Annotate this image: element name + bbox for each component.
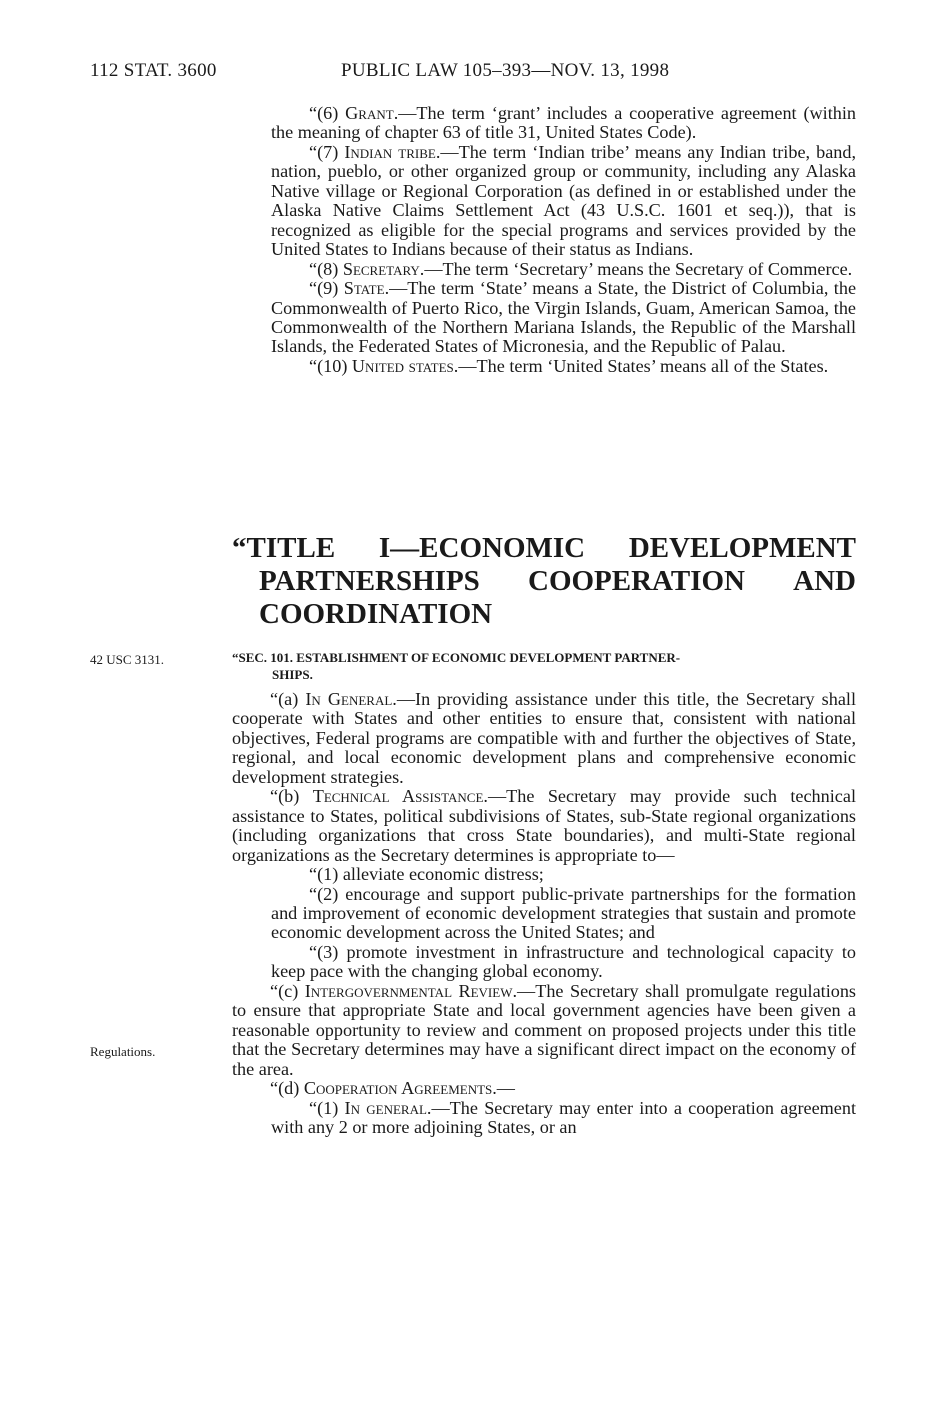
- page-reference: 112 STAT. 3600: [90, 60, 217, 81]
- definition-secretary: “(8) Secretary.—The term ‘Secretary’ means the Secretary of Commerce.: [309, 258, 853, 279]
- definitions-block: [271, 104, 856, 376]
- paragraph-d1: “(1) In general.—The Secretary may enter into a cooperation agreement with any 2 or more adjoining States, or an: [271, 1097, 857, 1137]
- margin-regulations: Regulations.: [90, 1044, 156, 1059]
- running-head: PUBLIC LAW 105–393—NOV. 13, 1998: [341, 60, 670, 81]
- section-body: [232, 690, 856, 1137]
- paragraph-b1: “(1) alleviate economic distress;: [309, 864, 544, 885]
- definition-state: “(9) State.—The term ‘State’ means a State, the District of Columbia, the Commonwealth of Puerto Rico, the Virgin Islands, Guam, American Samoa, the Commonwealth of the Northern Mariana Islands, the Republic of the Marshall Islands, the Federated States of Micronesia, and the Republic of Palau.: [271, 278, 857, 357]
- paragraph-b3: “(3) promote investment in infrastructure and technological capacity to keep pace with the changing global economy.: [271, 941, 856, 982]
- title-heading: “TITLE I—ECONOMIC DEVELOPMENT PARTNERSHIPS COOPERATION AND COORDINATION: [232, 532, 856, 630]
- definition-united-states: “(10) United states.—The term ‘United States’ means all of the States.: [309, 355, 829, 376]
- subsection-b: “(b) Technical Assistance.—The Secretary may provide such technical assistance to States, political subdivisions of States, sub-State regional organizations (including organizations that cross State boundaries), and multi-State regional organizations as the Secretary determines is appropriate to—: [232, 786, 856, 865]
- definition-grant: “(6) Grant.—The term ‘grant’ includes a cooperative agreement (within the meaning of chapter 63 of title 31, United States Code).: [271, 103, 856, 143]
- subsection-c: “(c) Intergovernmental Review.—The Secretary shall promulgate regulations to ensure that appropriate State and local government agencies have been given a reasonable opportunity to review and comment on proposed projects under this title that the Secretary determines may have a significant direct impact on the economy of the area.: [232, 980, 857, 1079]
- definition-indian-tribe: “(7) Indian tribe.—The term ‘Indian tribe’ means any Indian tribe, band, nation, pueblo, or other organized group or community, including any Alaska Native village or Regional Corporation (as defined in or established under the Alaska Native Claims Settlement Act (43 U.S.C. 1601 et seq.)), that is recognized as eligible for the special programs and services provided by the United States to Indians because of their status as Indians.: [271, 141, 857, 260]
- section-heading: “SEC. 101. ESTABLISHMENT OF ECONOMIC DEVELOPMENT PARTNER- SHIPS.: [232, 650, 681, 682]
- margin-citation: 42 USC 3131.: [90, 652, 165, 667]
- paragraph-b2: “(2) encourage and support public-private partnerships for the formation and improvement of economic development strategies that sustain and promote economic development across the United States; and: [271, 883, 856, 943]
- subsection-d: “(d) Cooperation Agreements.—: [270, 1078, 515, 1099]
- subsection-a: “(a) In General.—In providing assistance under this title, the Secretary shall cooperate with States and other entities to ensure that, consistent with national objectives, Federal programs are compatible with and further the objectives of State, regional, and local economic development plans and comprehensive economic development strategies.: [232, 689, 856, 787]
